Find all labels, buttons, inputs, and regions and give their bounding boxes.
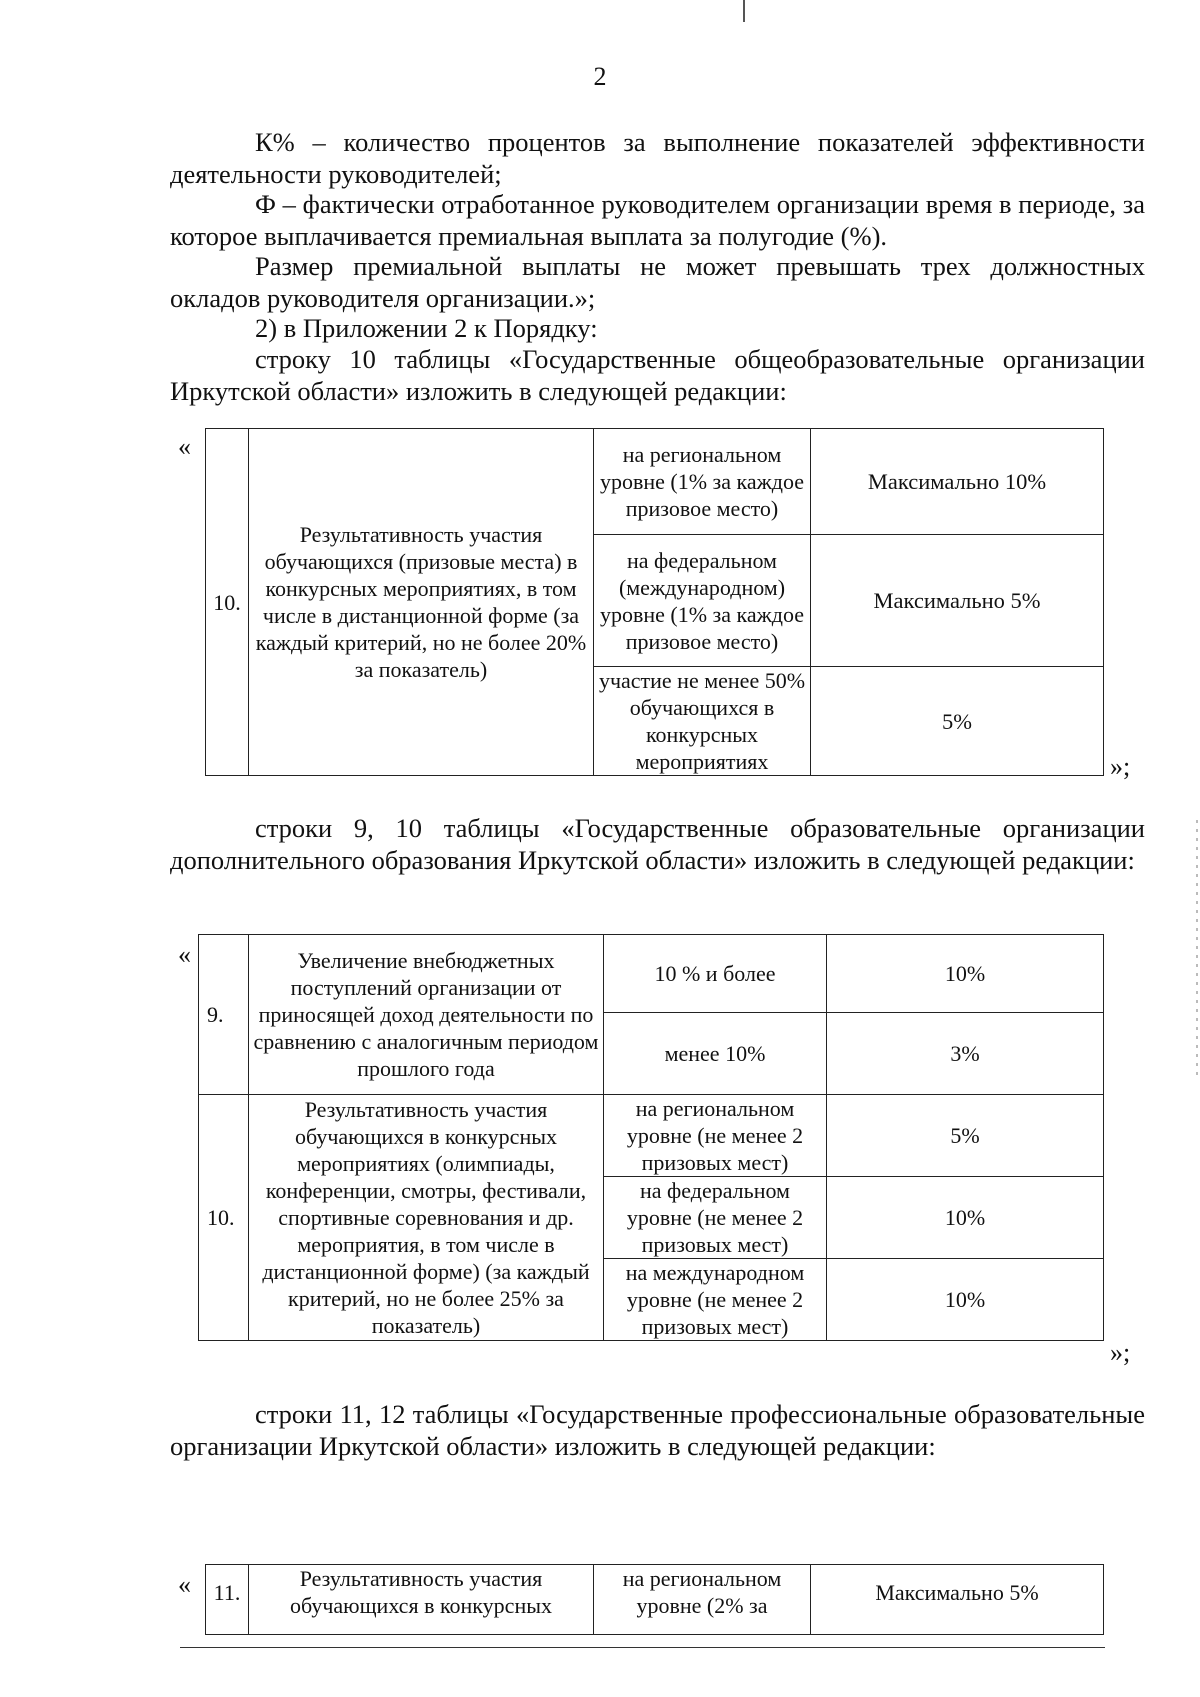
quote-close: »; [1110, 752, 1131, 781]
criterion-cell: менее 10% [604, 1013, 827, 1095]
indicator-cell: Результативность участия обучающихся в конкурсных [249, 1565, 594, 1635]
quote-close: »; [1110, 1338, 1131, 1367]
criterion-cell: на международном уровне (не менее 2 призовых мест) [604, 1259, 827, 1341]
value-cell: 10% [827, 1259, 1104, 1341]
paragraph-table2-intro: строки 9, 10 таблицы «Государственные образовательные организации дополнительного образования Иркутской области» изложить в следующей редакции: [170, 813, 1145, 875]
scan-mark [743, 0, 745, 22]
indicator-cell: Увеличение внебюджетных поступлений организации от приносящей доход деятельности по сравнению с аналогичным периодом прошлого года [249, 935, 604, 1095]
row-number: 10. [206, 429, 249, 776]
criterion-cell: на региональном уровне (не менее 2 призовых мест) [604, 1095, 827, 1177]
value-cell: 10% [827, 935, 1104, 1013]
table-row [206, 429, 1104, 535]
table-row [206, 1565, 1104, 1635]
value-cell: 10% [827, 1177, 1104, 1259]
quote-open: « [178, 432, 191, 461]
row-number: 9. [199, 935, 249, 1095]
value-cell: 5% [827, 1095, 1104, 1177]
row-number: 10. [199, 1095, 249, 1341]
criterion-cell: на региональном уровне (1% за каждое призовое место) [594, 429, 811, 535]
criterion-cell: на федеральном уровне (не менее 2 призовых мест) [604, 1177, 827, 1259]
criterion-cell: 10 % и более [604, 935, 827, 1013]
paragraph-k-percent: К% – количество процентов за выполнение показателей эффективности деятельности руководителей; [170, 127, 1145, 189]
page-bottom-rule [180, 1647, 1105, 1648]
page-number: 2 [593, 62, 607, 91]
value-cell: Максимально 5% [811, 1565, 1104, 1635]
paragraph-table3-intro: строки 11, 12 таблицы «Государственные профессиональные образовательные организации Иркутской области» изложить в следующей редакции: [170, 1399, 1145, 1461]
value-cell: Максимально 10% [811, 429, 1104, 535]
table-professional-education [205, 1564, 1104, 1635]
criterion-cell: на федеральном (международном) уровне (1% за каждое призовое место) [594, 535, 811, 667]
criterion-cell: на региональном уровне (2% за [594, 1565, 811, 1635]
table-general-education [205, 428, 1104, 776]
indicator-cell: Результативность участия обучающихся (призовые места) в конкурсных мероприятиях, в том числе в дистанционной форме (за каждый критерий, но не более 20% за показатель) [249, 429, 594, 776]
table-row [199, 1095, 1104, 1177]
scan-edge-marks [1196, 820, 1198, 1080]
paragraph-table1-intro: строку 10 таблицы «Государственные общеобразовательные организации Иркутской области» изложить в следующей редакции: [170, 344, 1145, 406]
quote-open: « [178, 940, 191, 969]
table-row [199, 935, 1104, 1013]
indicator-cell: Результативность участия обучающихся в конкурсных мероприятиях (олимпиады, конференции, смотры, фестивали, спортивные соревнования и др. мероприятия, в том числе в дистанционной форме) (за каждый критерий, но не более 25% за показатель) [249, 1095, 604, 1341]
paragraph-appendix-2: 2) в Приложении 2 к Порядку: [255, 313, 598, 343]
table-additional-education [198, 934, 1104, 1341]
paragraph-f-definition: Ф – фактически отработанное руководителем организации время в периоде, за которое выплачивается премиальная выплата за полугодие (%). [170, 189, 1145, 251]
value-cell: 3% [827, 1013, 1104, 1095]
quote-open: « [178, 1570, 191, 1599]
criterion-cell: участие не менее 50% обучающихся в конкурсных мероприятиях [594, 667, 811, 776]
value-cell: 5% [811, 667, 1104, 776]
row-number: 11. [206, 1565, 249, 1635]
paragraph-size-limit: Размер премиальной выплаты не может превышать трех должностных окладов руководителя организации.»; [170, 251, 1145, 313]
value-cell: Максимально 5% [811, 535, 1104, 667]
